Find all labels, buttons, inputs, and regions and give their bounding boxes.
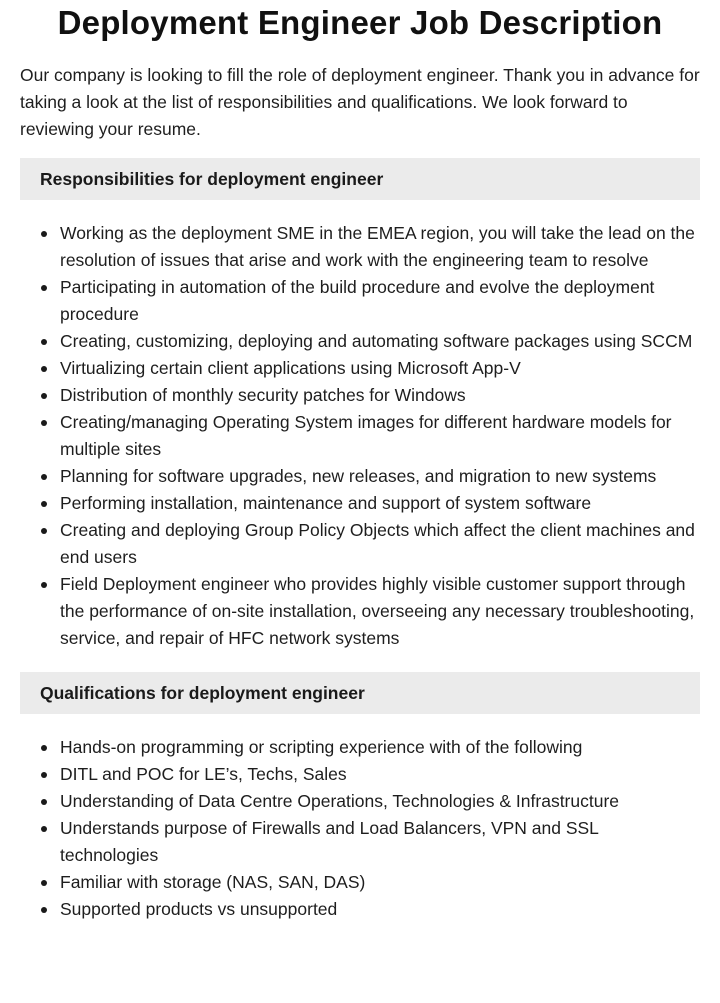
list-item xyxy=(20,490,700,517)
list-item-text: DITL and POC for LE’s, Techs, Sales xyxy=(60,764,347,784)
list-item-text: Understands purpose of Firewalls and Load Balancers, VPN and SSL technologies xyxy=(60,818,599,865)
list-item-text: Distribution of monthly security patches for Windows xyxy=(60,385,466,405)
list-item-text: Familiar with storage (NAS, SAN, DAS) xyxy=(60,872,366,892)
list-item xyxy=(20,761,700,788)
bullet-icon xyxy=(41,880,47,886)
list-item xyxy=(20,734,700,761)
list-item xyxy=(20,409,700,463)
list-item-text: Participating in automation of the build procedure and evolve the deployment procedure xyxy=(60,277,655,324)
list-item xyxy=(20,788,700,815)
bullet-icon xyxy=(41,745,47,751)
list-item xyxy=(20,571,700,652)
list-item-text: Hands-on programming or scripting experience with of the following xyxy=(60,737,583,757)
list-item-text: Virtualizing certain client applications using Microsoft App-V xyxy=(60,358,521,378)
list-item-text: Understanding of Data Centre Operations, Technologies & Infrastructure xyxy=(60,791,620,811)
qualifications-list xyxy=(20,734,700,923)
page-title: Deployment Engineer Job Description xyxy=(57,4,663,41)
list-item-text: Creating/managing Operating System images for different hardware models for multiple sites xyxy=(60,412,672,459)
list-item-text: Field Deployment engineer who provides highly visible customer support through the performance of on-site installation, overseeing any necessary troubleshooting, service, and repair of HFC network systems xyxy=(60,574,695,648)
list-item xyxy=(20,220,700,274)
responsibilities-list xyxy=(20,220,700,652)
bullet-icon xyxy=(41,393,47,399)
bullet-icon xyxy=(41,582,47,588)
list-item xyxy=(20,517,700,571)
qualifications-heading: Qualifications for deployment engineer xyxy=(40,682,365,703)
list-item xyxy=(20,463,700,490)
bullet-icon xyxy=(41,231,47,237)
list-item-text: Working as the deployment SME in the EMEA region, you will take the lead on the resolution of issues that arise and work with the engineering team to resolve xyxy=(60,223,695,270)
responsibilities-heading: Responsibilities for deployment engineer xyxy=(40,168,384,189)
bullet-icon xyxy=(41,285,47,291)
bullet-icon xyxy=(41,339,47,345)
list-item-text: Supported products vs unsupported xyxy=(60,899,338,919)
bullet-icon xyxy=(41,474,47,480)
list-item-text: Creating, customizing, deploying and automating software packages using SCCM xyxy=(60,331,693,351)
qualifications-header xyxy=(20,672,700,714)
list-item-text: Creating and deploying Group Policy Objects which affect the client machines and end users xyxy=(60,520,695,567)
list-item xyxy=(20,274,700,328)
list-item xyxy=(20,815,700,869)
list-item xyxy=(20,382,700,409)
responsibilities-header xyxy=(20,158,700,200)
bullet-icon xyxy=(41,366,47,372)
list-item xyxy=(20,328,700,355)
list-item-text: Planning for software upgrades, new releases, and migration to new systems xyxy=(60,466,657,486)
list-item xyxy=(20,355,700,382)
list-item-text: Performing installation, maintenance and support of system software xyxy=(60,493,592,513)
bullet-icon xyxy=(41,826,47,832)
bullet-icon xyxy=(41,528,47,534)
bullet-icon xyxy=(41,420,47,426)
bullet-icon xyxy=(41,501,47,507)
bullet-icon xyxy=(41,799,47,805)
list-item xyxy=(20,869,700,896)
bullet-icon xyxy=(41,907,47,913)
intro-paragraph: Our company is looking to fill the role of deployment engineer. Thank you in advance for taking a look at the list of responsibilities and qualifications. We look forward to reviewing your resume. xyxy=(20,65,700,139)
list-item xyxy=(20,896,700,923)
bullet-icon xyxy=(41,772,47,778)
